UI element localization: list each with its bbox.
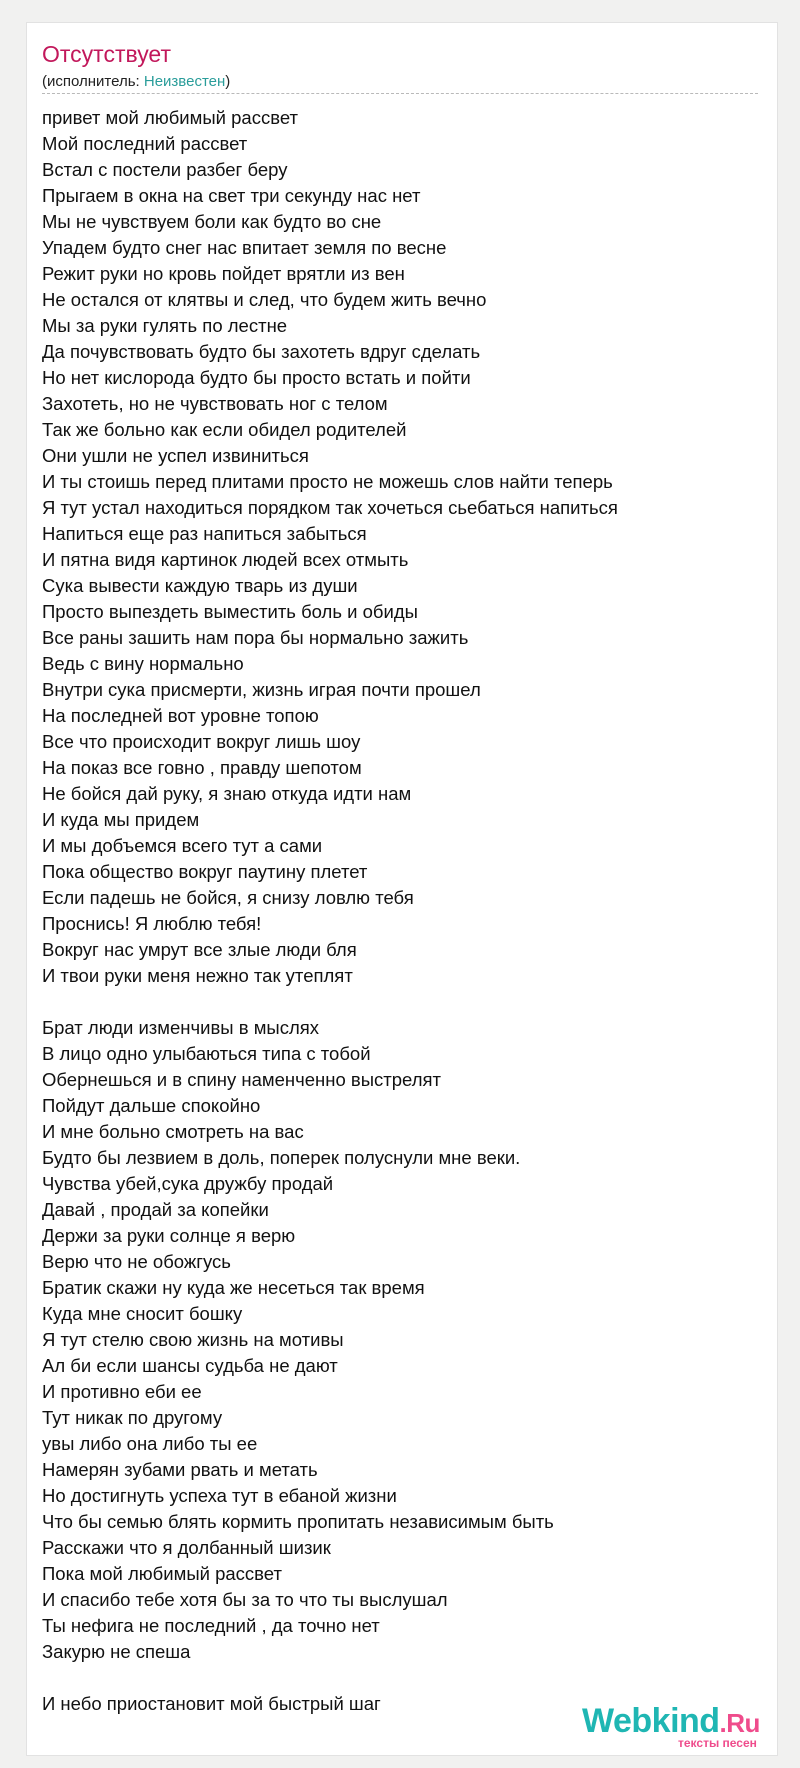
- lyric-line: И мы добъемся всего тут а сами: [42, 835, 323, 856]
- lyric-line: Ведь с вину нормально: [42, 653, 244, 674]
- lyric-line: Не остался от клятвы и след, что будем жить вечно: [42, 289, 487, 310]
- lyric-line: Держи за руки солнце я верю: [42, 1225, 296, 1246]
- lyric-line: Тут никак по другому: [42, 1407, 223, 1428]
- lyric-line: Обернешься и в спину наменченно выстрелят: [42, 1069, 442, 1090]
- lyric-line: Просто выпездеть выместить боль и обиды: [42, 601, 418, 622]
- logo-word: Webkind: [582, 1702, 720, 1740]
- lyric-line: И куда мы придем: [42, 809, 200, 830]
- logo-tld: .Ru: [719, 1708, 760, 1738]
- lyric-line: Чувства убей,сука дружбу продай: [42, 1173, 334, 1194]
- lyric-line: Встал с постели разбег беру: [42, 159, 288, 180]
- lyric-line: И противно еби ее: [42, 1381, 202, 1402]
- lyric-line: Захотеть, но не чувствовать ног с телом: [42, 393, 388, 414]
- logo-tagline: тексты песен: [678, 1736, 757, 1750]
- site-logo[interactable]: [582, 1702, 777, 1752]
- lyric-line: Братик скажи ну куда же несеться так время: [42, 1277, 425, 1298]
- lyric-line: Пока общество вокруг паутину плетет: [42, 861, 368, 882]
- lyric-line: Пойдут дальше спокойно: [42, 1095, 261, 1116]
- lyric-line: Что бы семью блять кормить пропитать независимым быть: [42, 1511, 554, 1532]
- lyric-line: Я тут устал находиться порядком так хочеться сьебаться напиться: [42, 497, 618, 518]
- lyric-line: Намерян зубами рвать и метать: [42, 1459, 318, 1480]
- lyric-line: Брат люди изменчивы в мыслях: [42, 1017, 320, 1038]
- lyric-line: Не бойся дай руку, я знаю откуда идти нам: [42, 783, 412, 804]
- lyric-line: И пятна видя картинок людей всех отмыть: [42, 549, 409, 570]
- lyric-line: Так же больно как если обидел родителей: [42, 419, 407, 440]
- lyric-line: И твои руки меня нежно так утеплят: [42, 965, 353, 986]
- lyric-line: Сука вывести каждую тварь из души: [42, 575, 358, 596]
- song-title: Отсутствует: [42, 41, 171, 67]
- lyric-line: И мне больно смотреть на вас: [42, 1121, 304, 1142]
- lyric-line: И небо приостановит мой быстрый шаг: [42, 1693, 381, 1714]
- lyric-line: Пока мой любимый рассвет: [42, 1563, 282, 1584]
- lyric-line: Напиться еще раз напиться забыться: [42, 523, 367, 544]
- lyrics-body: [42, 105, 618, 1717]
- lyric-line: Расскажи что я долбанный шизик: [42, 1537, 331, 1558]
- lyric-line: И ты стоишь перед плитами просто не можешь слов найти теперь: [42, 471, 613, 492]
- lyric-line: Но нет кислорода будто бы просто встать и пойти: [42, 367, 471, 388]
- lyric-line: Я тут стелю свою жизнь на мотивы: [42, 1329, 344, 1350]
- lyric-line: Они ушли не успел извиниться: [42, 445, 309, 466]
- stanza-break: [42, 989, 618, 1015]
- lyric-line: Давай , продай за копейки: [42, 1199, 269, 1220]
- lyric-line: Прыгаем в окна на свет три секунду нас нет: [42, 185, 421, 206]
- artist-suffix: ): [225, 73, 231, 90]
- lyric-line: Да почувствовать будто бы захотеть вдруг сделать: [42, 341, 481, 362]
- artist-link[interactable]: Неизвестен: [143, 73, 226, 90]
- lyric-line: Верю что не обожгусь: [42, 1251, 231, 1272]
- lyric-line: В лицо одно улыбаються типа с тобой: [42, 1043, 371, 1064]
- lyric-line: Если падешь не бойся, я снизу ловлю тебя: [42, 887, 414, 908]
- lyric-line: Мой последний рассвет: [42, 133, 248, 154]
- lyric-line: Ты нефига не последний , да точно нет: [42, 1615, 380, 1636]
- artist-prefix: (исполнитель:: [42, 73, 144, 90]
- artist-line: [42, 73, 230, 90]
- lyric-line: Будто бы лезвием в доль, поперек полуснули мне веки.: [42, 1147, 521, 1168]
- lyric-line: Мы не чувствуем боли как будто во сне: [42, 211, 382, 232]
- lyric-line: Ал би если шансы судьба не дают: [42, 1355, 338, 1376]
- lyric-line: привет мой любимый рассвет: [42, 107, 298, 128]
- dashed-divider: [42, 93, 758, 94]
- lyric-line: Все что происходит вокруг лишь шоу: [42, 731, 361, 752]
- lyric-line: увы либо она либо ты ее: [42, 1433, 258, 1454]
- lyric-line: Мы за руки гулять по лестне: [42, 315, 288, 336]
- lyric-line: Внутри сука присмерти, жизнь играя почти прошел: [42, 679, 481, 700]
- lyric-line: Вокруг нас умрут все злые люди бля: [42, 939, 357, 960]
- lyric-line: Все раны зашить нам пора бы нормально зажить: [42, 627, 469, 648]
- lyric-line: Режит руки но кровь пойдет врятли из вен: [42, 263, 405, 284]
- lyric-line: И спасибо тебе хотя бы за то что ты выслушал: [42, 1589, 448, 1610]
- lyric-line: Но достигнуть успеха тут в ебаной жизни: [42, 1485, 397, 1506]
- lyric-line: На последней вот уровне топою: [42, 705, 319, 726]
- lyric-line: Упадем будто снег нас впитает земля по весне: [42, 237, 447, 258]
- lyric-line: Закурю не спеша: [42, 1641, 191, 1662]
- lyric-line: Куда мне сносит бошку: [42, 1303, 243, 1324]
- lyric-line: На показ все говно , правду шепотом: [42, 757, 362, 778]
- stanza-break: [42, 1665, 618, 1691]
- lyric-line: Проснись! Я люблю тебя!: [42, 913, 262, 934]
